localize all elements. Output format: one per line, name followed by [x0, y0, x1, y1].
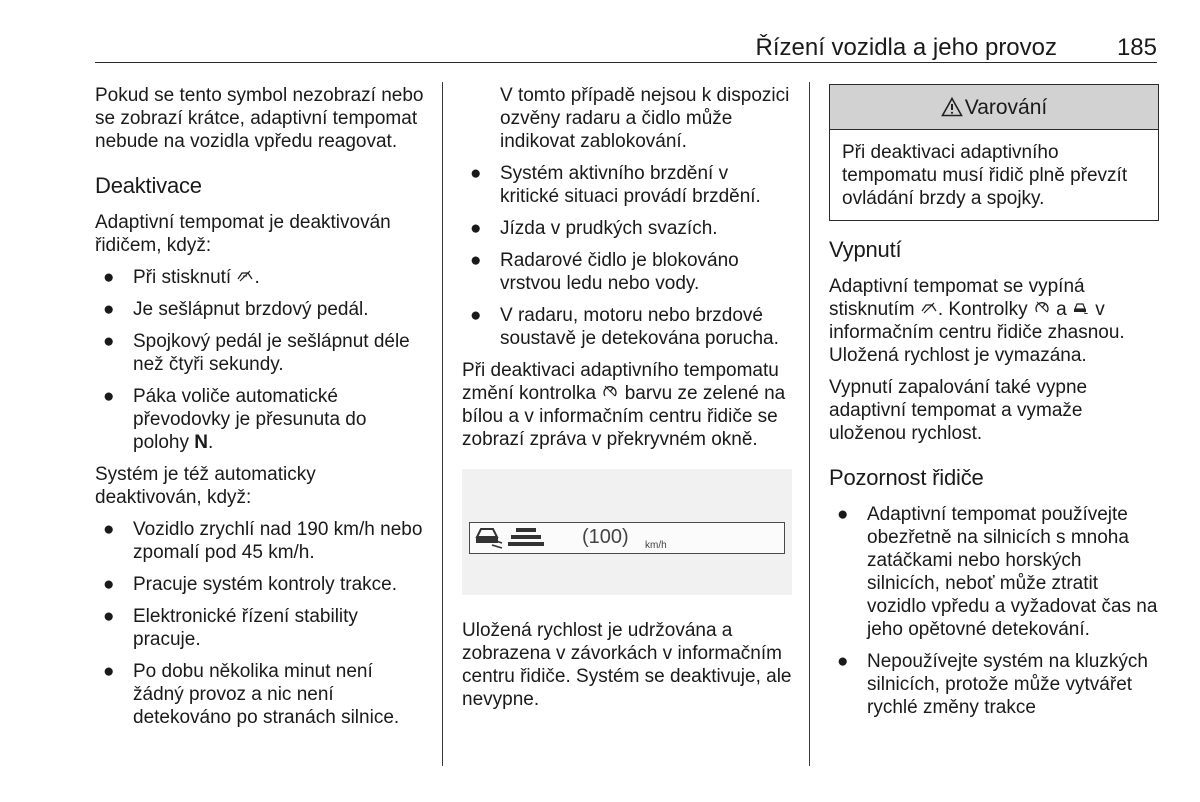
header-rule — [95, 62, 1157, 63]
paragraph: Při deaktivaci adaptivního tempomatu změní kontrolka barvu ze zelené na bílou a v informačním centru řidiče se zobrazí zpráva v překryvném okně. — [462, 360, 786, 450]
bullet-icon: ● — [837, 504, 849, 525]
bullet-icon: ● — [470, 305, 482, 326]
acc-indicator-icon — [1033, 298, 1051, 321]
display-bar — [469, 522, 785, 554]
acc-vehicle-icon — [474, 525, 504, 555]
warning-title: Varování — [964, 95, 1048, 119]
bullet-icon: ● — [103, 267, 115, 288]
section-heading-vypnuti: Vypnutí — [829, 237, 902, 262]
warning-text: Při deaktivaci adaptivního tempomatu musí řidič plně převzít ovládání brzdy a spojky. — [842, 142, 1128, 209]
column-2 — [462, 84, 792, 720]
bullet-icon: ● — [103, 606, 115, 627]
speed-unit: km/h — [645, 540, 667, 551]
list-item: ● Spojkový pedál je sešlápnut déle než čtyři sekundy. — [103, 331, 410, 375]
bullet-icon: ● — [103, 386, 115, 407]
bullet-icon: ● — [103, 661, 115, 682]
list-item: ● Systém aktivního brzdění v kritické situaci provádí brzdění. — [470, 163, 761, 207]
bullet-icon: ● — [103, 299, 115, 320]
paragraph: Adaptivní tempomat se vypíná stisknutím . Kontrolky a v informačním centru řidiče zhasnou. Uložená rychlost je vymazána. — [829, 276, 1125, 366]
acc-cancel-icon — [236, 266, 254, 289]
list-item: ● Vozidlo zrychlí nad 190 km/h nebo zpomalí pod 45 km/h. — [103, 519, 423, 563]
bullet-icon: ● — [470, 250, 482, 271]
bullet-icon: ● — [470, 218, 482, 239]
column-divider-1 — [442, 82, 443, 766]
acc-cancel-icon — [920, 298, 938, 321]
list-item: ● Elektronické řízení stability pracuje. — [103, 606, 358, 650]
list-item: ● Po dobu několika minut není žádný provoz a nic není detekováno po stranách silnice. — [103, 661, 400, 728]
continuation-paragraph: V tomto případě nejsou k dispozici ozvěny radaru a čidlo může indikovat zablokování. — [500, 85, 790, 152]
distance-bars-icon — [508, 525, 544, 555]
list-item: ● Při stisknutí . — [103, 267, 260, 288]
section-heading-pozornost-ridice: Pozornost řidiče — [829, 465, 984, 490]
stored-speed: (100) — [582, 526, 629, 548]
paragraph: Systém je též automaticky deaktivován, když: — [95, 464, 316, 508]
list-item: ● Radarové čidlo je blokováno vrstvou ledu nebo vody. — [470, 250, 739, 294]
warning-header — [830, 85, 1158, 130]
warning-triangle-icon — [941, 97, 963, 117]
paragraph: Adaptivní tempomat je deaktivován řidičem, když: — [95, 212, 391, 256]
bullet-icon: ● — [103, 574, 115, 595]
list-item: ● Je sešlápnut brzdový pedál. — [103, 299, 369, 320]
column-1 — [95, 84, 425, 738]
warning-box — [829, 84, 1159, 221]
list-item: ● Páka voliče automatické převodovky je přesunuta do polohy N. — [103, 386, 367, 453]
bullet-icon: ● — [470, 163, 482, 184]
acc-indicator-icon — [601, 382, 619, 405]
list-item: ● V radaru, motoru nebo brzdové soustavě je detekována porucha. — [470, 305, 779, 349]
bullet-icon: ● — [837, 651, 849, 672]
acc-vehicle-icon — [1072, 298, 1090, 321]
paragraph: Uložená rychlost je udržována a zobrazena v závorkách v informačním centru řidiče. Systém se deaktivuje, ale nevypne. — [462, 620, 792, 710]
list-item: ● Jízda v prudkých svazích. — [470, 218, 718, 239]
driver-info-display — [462, 469, 792, 595]
column-3 — [829, 84, 1159, 728]
bullet-icon: ● — [103, 519, 115, 540]
paragraph: Vypnutí zapalování také vypne adaptivní tempomat a vymaže uloženou rychlost. — [829, 377, 1088, 444]
list-item: ● Nepoužívejte systém na kluzkých silnicích, protože může vytvářet rychlé změny trakce — [837, 651, 1148, 718]
intro-paragraph: Pokud se tento symbol nezobrazí nebo se zobrazí krátce, adaptivní tempomat nebude na vozidla vpředu reagovat. — [95, 85, 424, 152]
section-heading-deaktivace: Deaktivace — [95, 173, 202, 198]
list-item: ● Pracuje systém kontroly trakce. — [103, 574, 397, 595]
column-divider-2 — [809, 82, 810, 766]
page-number: 185 — [1116, 34, 1157, 61]
list-item: ● Adaptivní tempomat používejte obezřetně na silnicích s mnoha zatáčkami nebo horských silnicích, neboť může ztratit vozidlo vpředu a vyžadovat čas na jeho opětovné detekování. — [837, 504, 1158, 640]
page-header-title: Řízení vozidla a jeho provoz — [755, 34, 1057, 61]
bullet-icon: ● — [103, 331, 115, 352]
